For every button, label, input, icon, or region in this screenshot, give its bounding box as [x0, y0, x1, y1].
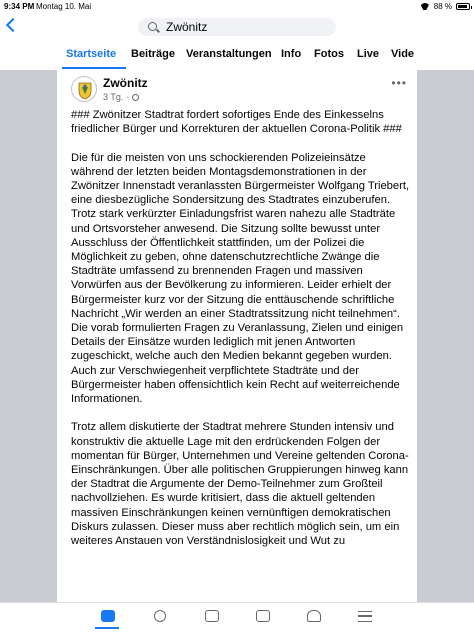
- tab-veranstaltungen[interactable]: Veranstaltungen: [186, 48, 272, 60]
- tab-beitraege[interactable]: Beiträge: [131, 48, 176, 60]
- chevron-left-icon[interactable]: [6, 18, 20, 32]
- avatar[interactable]: [71, 76, 97, 102]
- home-icon[interactable]: [101, 610, 115, 622]
- post-author[interactable]: Zwönitz: [103, 76, 148, 90]
- globe-icon: [132, 94, 139, 101]
- search-input[interactable]: [138, 18, 336, 36]
- post-card: [57, 70, 417, 602]
- wifi-icon: [420, 3, 430, 10]
- post-time[interactable]: 3 Tg.: [103, 92, 124, 102]
- battery-percent: 88 %: [433, 2, 452, 11]
- active-tab-indicator: [62, 67, 126, 69]
- status-time: 9:34 PM: [4, 2, 35, 11]
- tab-fotos[interactable]: Fotos: [314, 48, 344, 60]
- post-body: [71, 108, 411, 562]
- post-headline: ### Zwönitzer Stadtrat fordert sofortiges Ende des Einkesselns friedlicher Bürger und Korrekturen der aktuellen Corona-Politik ###: [71, 109, 402, 136]
- search-query: Zwönitz: [166, 20, 208, 34]
- tab-info[interactable]: Info: [281, 48, 302, 60]
- people-icon[interactable]: [154, 610, 166, 622]
- more-options-icon[interactable]: •••: [391, 76, 407, 90]
- video-icon[interactable]: [205, 610, 219, 622]
- nav-row: [0, 15, 474, 39]
- meta-separator: ·: [126, 92, 130, 102]
- bottom-nav: [0, 602, 474, 632]
- tab-startseite[interactable]: Startseite: [66, 48, 117, 60]
- status-right: [420, 2, 470, 11]
- post-meta: [103, 92, 139, 102]
- menu-icon[interactable]: [358, 610, 372, 622]
- bell-icon[interactable]: [307, 610, 321, 622]
- status-bar: [0, 0, 474, 14]
- search-icon: [148, 22, 157, 31]
- status-date: Montag 10. Mai: [36, 2, 92, 11]
- top-bar: [0, 0, 474, 70]
- coat-of-arms-icon: [72, 77, 97, 102]
- post-paragraph: Die für die meisten von uns schockierenden Polizeieinsätze während der letzten beiden Montagsdemonstrationen in der Zwönitzer Innenstadt veranlassten Bürgermeister Wolfgang Triebert, eine diesbezügliche Sondersitzung des Stadtrates einzuberufen. Trotz stark verkürzter Einladungsfrist waren nahezu alle Stadträte und Ortsvorsteher anwesend. Die Sitzung sollte bewusst unter Ausschluss der Öffentlichkeit stattfinden, um der Polizei die Möglichkeit zu geben, ohne datenschutzrechtliche Zwänge die Stadträte umfassend zu brennenden Fragen und massiven Vorwürfen aus der Bevölkerung zu informieren. Leider erhielt der Bürgermeister kurz vor der Sitzung die enttäuschende schriftliche Nachricht „Wir werden an einer Stadtratssitzung nicht teilnehmen“. Die vorab formulierten Fragen zu Veranlassung, Zielen und einigen Details der Einsätze wurden lediglich mit jenen Antworten zugeschickt, welche auch den Medien bekannt gegeben wurden. Auch zur Verschwiegenheit verpflichtete Stadträte und der Bürgermeister haben offensichtlich kein Recht auf weiterreichende Informationen.: [71, 151, 410, 406]
- post-paragraph: Trotz allem diskutierte der Stadtrat mehrere Stunden intensiv und konstruktiv die aktuelle Lage mit den erdrückenden Folgen der momentan für Bürger, Unternehmen und Vereine geltenden Corona-Einschränkungen. Über alle politischen Gruppierungen hinweg kann der Stadtrat die Argumente der Demo-Teilnehmer zum Großteil nachvollziehen. Es wurde kritisiert, dass die aktuell geltenden massiven Einschränkungen keinen vernünftigen demokratischen Diskurs zulassen. Dieser muss aber rechtlich möglich sein, um ein weiteres Anstauen von Verständnislosigkeit und Wut zu: [71, 421, 409, 548]
- battery-icon: [456, 3, 470, 10]
- tab-live[interactable]: Live: [357, 48, 380, 60]
- tab-videos[interactable]: Vide: [391, 48, 415, 60]
- page-tabs: [0, 44, 474, 70]
- battery-level: [458, 5, 467, 8]
- marketplace-icon[interactable]: [256, 610, 270, 622]
- home-active-indicator: [95, 627, 119, 629]
